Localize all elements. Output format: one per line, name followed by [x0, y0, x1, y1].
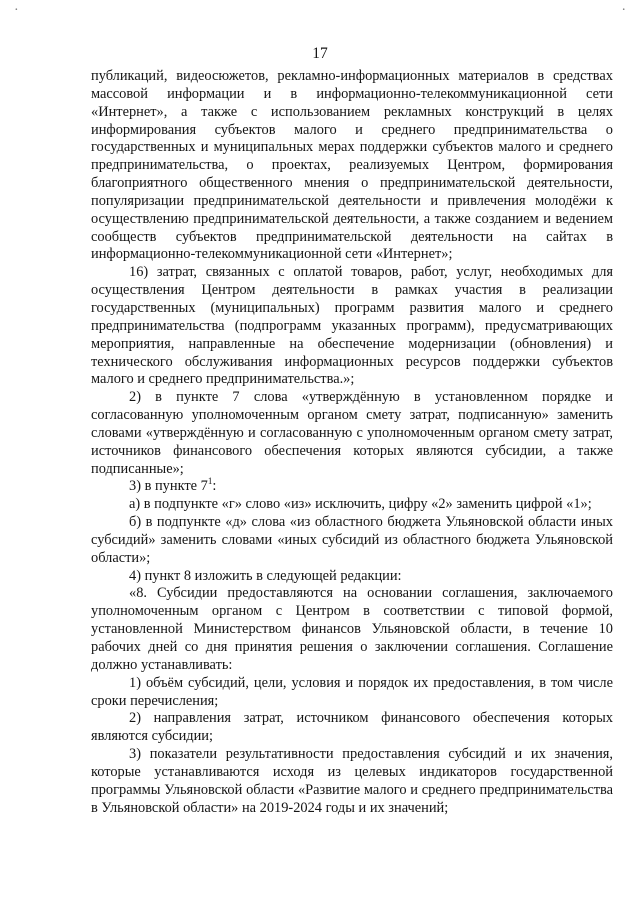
scan-mark-right: ·: [621, 3, 626, 18]
paragraph-item-16: 16) затрат, связанных с оплатой товаров, работ, услуг, необходимых для осуществления Центром деятельности в рамках участия в реализации государственных (муниципальных) программ развития малого и среднего предпринимательства (подпрограмм указанных программ), предусматривающих мероприятия, направленные на обеспечение модернизации (обновления) и технического обслуживания информационных ресурсов поддержки субъектов малого и среднего предпринимательства.»;: [91, 264, 613, 388]
paragraph-agreement-3: 3) показатели результативности предоставления субсидий и их значения, которые устанавливаются исходя из целевых индикаторов государственной программы Ульяновской области «Развитие малого и среднего предпринимательства в Ульяновской области» на 2019-2024 годы и их значений;: [91, 746, 613, 816]
paragraph-amendment-2: 2) в пункте 7 слова «утверждённую в установленном порядке и согласованную уполномоченным органом смету затрат, подписанную» заменить словами «утверждённую и согласованную с уполномоченным органом смету затрат, источников финансового обеспечения которых являются субсидии, а также подписанные»;: [91, 389, 613, 477]
paragraph-agreement-2: 2) направления затрат, источником финансового обеспечения которых являются субсидии;: [91, 710, 613, 745]
superscript-1: 1: [207, 476, 213, 487]
scan-mark-left: ·: [14, 3, 19, 18]
paragraph-amendment-4: 4) пункт 8 изложить в следующей редакции:: [129, 567, 402, 584]
paragraph-clause-8: «8. Субсидии предоставляются на основании соглашения, заключаемого уполномоченным органом с Центром в соответствии с типовой формой, установленной Министерством финансов Ульяновской области, в течение 10 рабочих дней со дня принятия решения о заключении соглашения. Соглашение должно устанавливать:: [91, 585, 613, 673]
page-number: 17: [312, 45, 328, 62]
paragraph-subitem-a: а) в подпункте «г» слово «из» исключить, цифру «2» заменить цифрой «1»;: [129, 496, 592, 513]
paragraph-amendment-3: [91, 478, 613, 496]
paragraph-subitem-b: б) в подпункте «д» слова «из областного бюджета Ульяновской области иных субсидий» заменить словами «иных субсидий из областного бюджета Ульяновской области»;: [91, 514, 613, 566]
paragraph-agreement-1: 1) объём субсидий, цели, условия и порядок их предоставления, в том числе сроки перечисления;: [91, 674, 613, 709]
document-body: [91, 68, 613, 817]
amendment-3-text: 3) в пункте 7: [129, 478, 208, 495]
amendment-3-colon: :: [212, 478, 217, 495]
paragraph-continuation: публикаций, видеосюжетов, рекламно-информационных материалов в средствах массовой информации и в информационно-телекоммуникационной сети «Интернет», а также с использованием рекламных конструкций в целях информирования субъектов малого и среднего предпринимательства о государственных и муниципальных мерах поддержки субъектов малого и среднего предпринимательства, о проектах, реализуемых Центром, формирования благоприятного общественного мнения о предпринимательской деятельности, популяризации предпринимательской деятельности и привлечения молодёжи к осуществлению предпринимательской деятельности, а также созданием и ведением сообществ субъектов предпринимательской деятельности на сайтах в информационно-телекоммуникационной сети «Интернет»;: [91, 68, 613, 263]
